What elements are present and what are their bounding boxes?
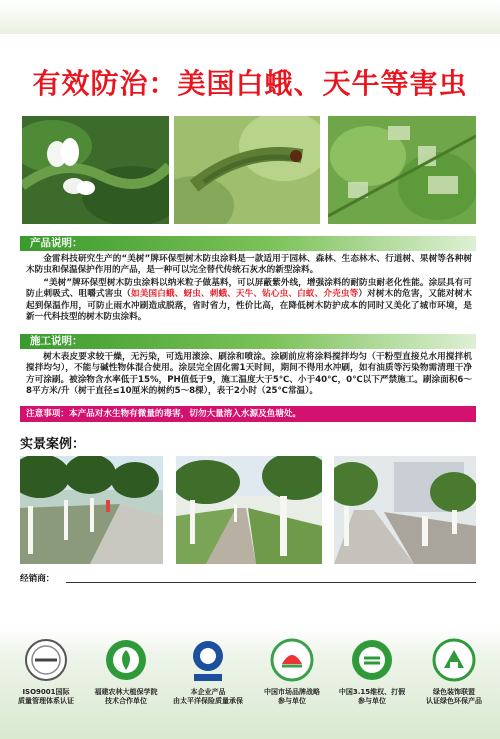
construction-section-title: 施工说明： bbox=[30, 335, 83, 347]
dealer-field bbox=[20, 572, 476, 584]
white-moth-photo bbox=[22, 116, 169, 224]
damaged-leaves-photo bbox=[328, 116, 476, 224]
product-paragraph-2-end: ）对树木的危害，又能对树木起到保温作用，可防止雨水冲刷造成脱落，省时省力，性价比高，在降低树木防护成本的同时又美化了城市环境，是新一代科技型的树木防虫涂料。 bbox=[26, 289, 472, 323]
product-section-title: 产品说明： bbox=[30, 237, 83, 249]
pest-photo-row bbox=[22, 116, 476, 224]
cpic-insurance-icon bbox=[186, 638, 230, 682]
product-paragraph-2-start: “美树”牌环保型树木防虫涂料以纳米粒子做基料，可以屏蔽紫外线，增强涂料的耐防虫耐老化性能。涂层具有可防止刺吸式、咀嚼式害虫（ bbox=[26, 278, 472, 300]
green-environment-icon bbox=[432, 638, 476, 682]
badge-caption: 本企业产品 由太平洋保险质量承保 bbox=[173, 688, 243, 705]
case-photo-park-road bbox=[176, 456, 322, 564]
badge-plant-protection bbox=[86, 638, 166, 706]
pest-list: 如美国白蛾、蚜虫、刺蛾、天牛、钻心虫、白蚁、介壳虫等 bbox=[130, 289, 359, 300]
construction-section-header bbox=[20, 334, 476, 349]
product-paragraph-1: 金雷科技研究生产的“美树”牌环保型树木防虫涂料是一款适用于园林、森林、生态林木、行道树、果树等各种树木防虫和保温保护作用的产品，是一种可以完全替代传统石灰水的新型涂料。 bbox=[26, 254, 472, 276]
anti-counterfeit-315-icon bbox=[350, 638, 394, 682]
badge-caption: 福建农林大植保学院 技术合作单位 bbox=[94, 688, 158, 705]
top-band bbox=[0, 0, 500, 34]
cases-title: 实景案例： bbox=[20, 437, 86, 452]
badge-market-strategy bbox=[252, 638, 332, 706]
badge-315 bbox=[332, 638, 412, 706]
page-title: 有效防治：美国白蛾、天牛等害虫 bbox=[32, 67, 468, 100]
badge-cpic bbox=[168, 638, 248, 706]
product-paragraph-2 bbox=[26, 278, 472, 324]
badge-iso9001 bbox=[6, 638, 86, 706]
badge-caption: 绿色装饰联盟 认证绿色环保产品 bbox=[426, 688, 482, 705]
dealer-label: 经销商： bbox=[20, 574, 55, 584]
case-photo-street bbox=[20, 456, 163, 564]
warning-text: 注意事项：本产品对水生物有微量的毒害，切勿大量溶入水源及鱼塘处。 bbox=[26, 409, 302, 419]
badge-green-decoration bbox=[414, 638, 494, 706]
market-strategy-icon bbox=[270, 638, 314, 682]
caterpillar-photo bbox=[174, 116, 320, 224]
plant-protection-society-icon bbox=[104, 638, 148, 682]
dealer-underline bbox=[66, 582, 476, 583]
cqc-certification-icon bbox=[24, 638, 68, 682]
construction-paragraph: 树木表皮要求较干燥，无污染，可选用滚涂、刷涂和喷涂。涂刷前应将涂料搅拌均匀（干粉型直接兑水用搅拌机搅拌均匀），不能与碱性物体混合使用。涂层完全固化需1天时间，期间不得用水冲刷，如有油质等污染物需清理干净方可涂刷。被涂物含水率低于15%，PH值低于9，施工温度大于5℃、小于40℃，0℃以下严禁施工。刷涂面积6～8平方米/升（树干直径≤10厘米的树约5～8棵），表干2小时（25℃常温）。 bbox=[26, 352, 472, 397]
badge-caption: 中国市场品牌战略 参与单位 bbox=[264, 688, 320, 705]
warning-bar bbox=[20, 406, 476, 422]
case-photo-avenue bbox=[334, 456, 476, 564]
badge-caption: 中国3.15维权、打假 参与单位 bbox=[338, 688, 406, 705]
product-section-header bbox=[20, 236, 476, 251]
badge-caption: ISO9001国际 质量管理体系认证 bbox=[18, 688, 74, 705]
